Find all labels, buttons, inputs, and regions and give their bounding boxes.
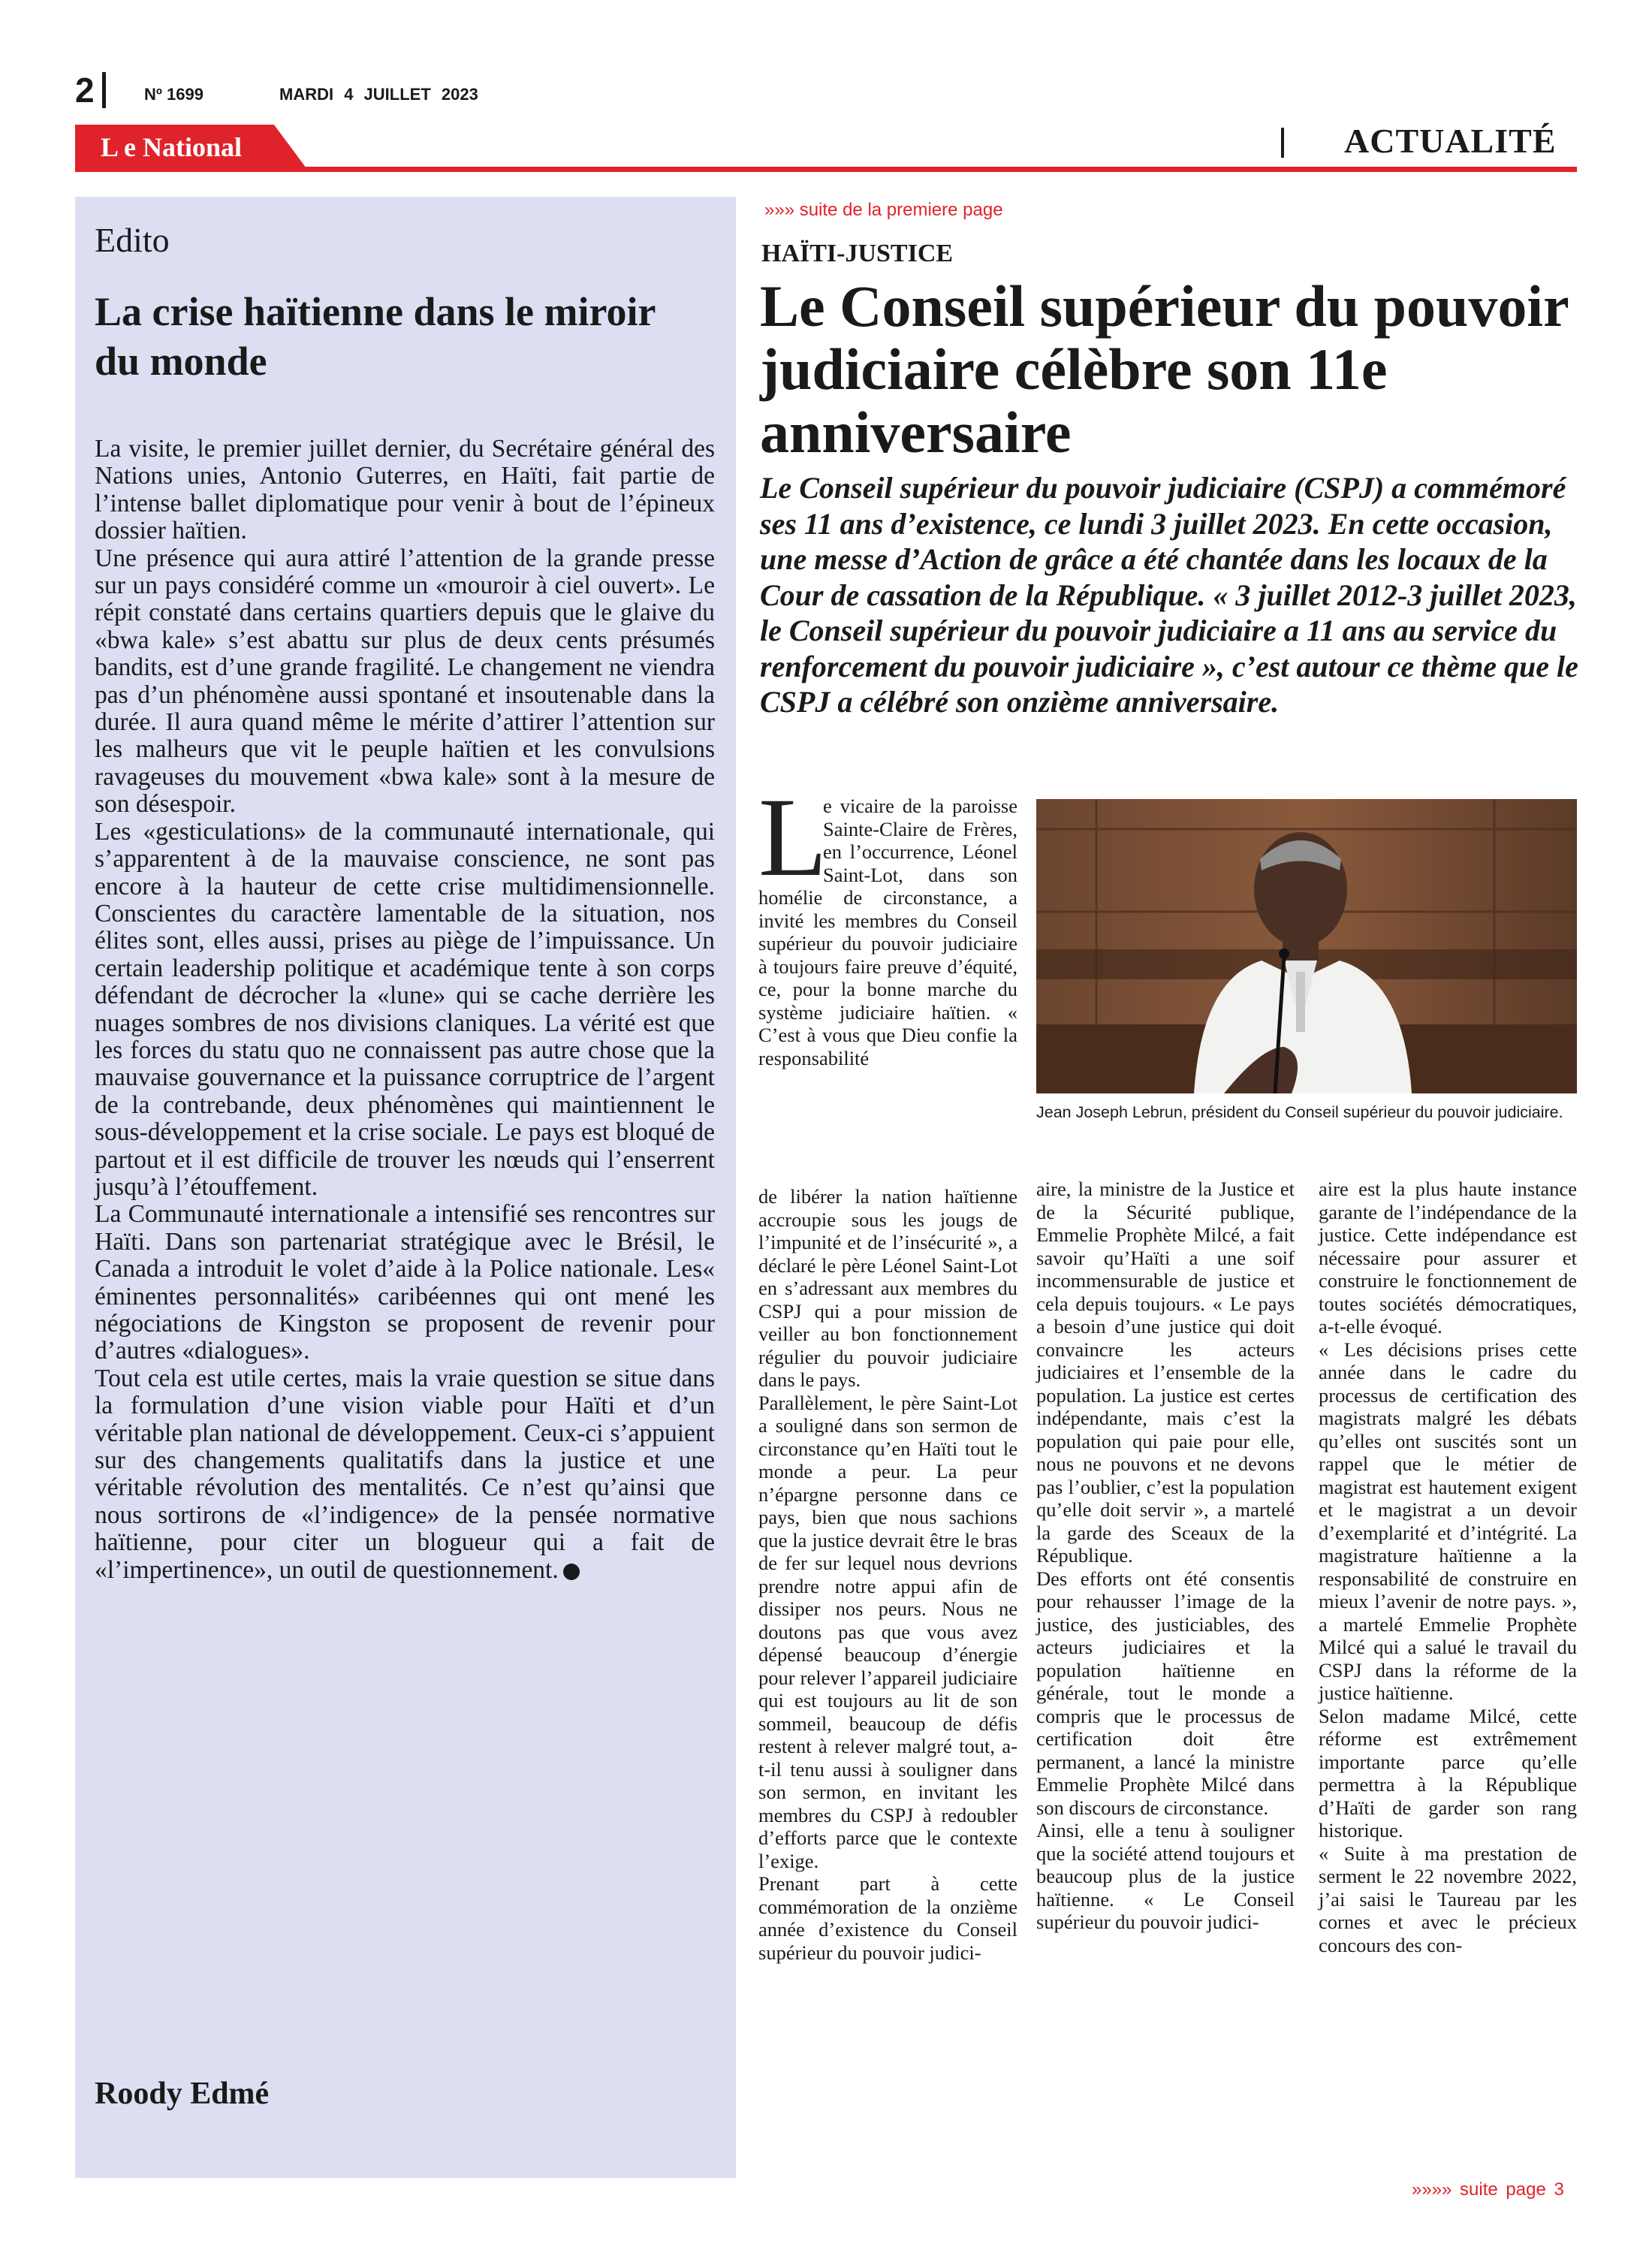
article-headline: Le Conseil supérieur du pouvoir judiciaire célèbre son 11e anniversaire	[760, 273, 1569, 465]
edito-paragraph: Les «gesticulations» de la communauté internationale, qui s’apparentent à de la mauvaise conscience, ne sont pas encore à la hauteur de cette crise multidimensionnelle. Conscientes du caractère lamentable de la situation, nos élites sont, elles aussi, prises au piège de l’impuissance. Un certain leadership politique et académique tente à son corps défendant de décrocher la «lune» qui se cache derrière les nuages sombres de nos divisions claniques. La vérité est que les forces du statu quo ne connaissent pas autre chose que la mauvaise gouvernance et la puissance corruptrice de l’argent de la contrebande, deux phénomènes qui maintiennent le sous-développement et la crise sociale. Le pays est bloqué de partout et il est difficile de trouver les nœuds qui l’enserrent jusqu’à l’étouffement.	[95, 817, 715, 1201]
edito-paragraph: Tout cela est utile certes, mais la vraie question se situe dans la formulation d’une vision viable pour Haïti et d’un véritable plan national de développement. Ceux-ci s’appuient sur des changements qualitatifs dans la justice et une véritable révolution des mentalités. Ce n’est qu’ainsi que nous sortirons de «l’indigence» de la pensée normative haïtienne, pour citer un blogueur qui a fait de «l’impertinence», un outil de questionnement.	[95, 1364, 715, 1584]
article-column-3	[1319, 1178, 1577, 1956]
article-photo	[1036, 799, 1577, 1093]
article-paragraph: Ainsi, elle a tenu à souligner que la société attend toujours et beaucoup plus de la justice haïtienne. « Le Conseil supérieur du pouvoir judici-	[1036, 1819, 1295, 1933]
article-column-2	[1036, 1178, 1295, 1934]
section-divider	[1281, 128, 1284, 158]
edito-paragraph: Une présence qui aura attiré l’attention de la grande presse sur un pays considéré comme un «mouroir à ciel ouvert». Le répit constaté dans certains quartiers depuis que le glaive du «bwa kale» s’est abattu sur plus de deux cents présumés bandits, est d’une grande fragilité. Le changement ne viendra pas d’un phénomène aussi spontané et insoutenable dans la durée. Il aura quand même le mérite d’attirer l’attention sur les malheurs que vit le peuple haïtien et les convulsions ravageuses du mouvement «bwa kale» sont à la mesure de son désespoir.	[95, 544, 715, 819]
edito-paragraph: La visite, le premier juillet dernier, du Secrétaire général des Nations unies, Antonio Guterres, en Haïti, fait partie de l’intense ballet diplomatique pour venir à bout de l’épineux dossier haïtien.	[95, 435, 715, 545]
edito-title: La crise haïtienne dans le miroir du monde	[95, 289, 656, 384]
article-paragraph: « Les décisions prises cette année dans le cadre du processus de certification des magistrats malgré les débats qu’elles ont suscités sont un rappel que le métier de magistrat est hautement exigent et le magistrat a un devoir d’exemplarité et d’intégrité. La magistrature haïtienne a la responsabilité de construire en mieux l’avenir de notre pays. », a martelé Emmelie Prophète Milcé qui a salué le travail du CSPJ dans la réforme de la justice haïtienne.	[1319, 1338, 1577, 1704]
article-paragraph: Prenant part à cette commémoration de la onzième année d’existence du Conseil supérieur du pouvoir judici-	[758, 1872, 1017, 1964]
page-number-divider	[102, 72, 106, 108]
article-kicker: HAÏTI-JUSTICE	[761, 240, 954, 267]
edito-author: Roody Edmé	[95, 2077, 270, 2111]
speaker-photo-illustration	[1036, 799, 1577, 1093]
continued-from-link: »»» suite de la premiere page	[764, 200, 1003, 220]
article-paragraph: Parallèlement, le père Saint-Lot a souligné dans son sermon de circonstance qu’en Haïti tout le monde a peur. La peur n’épargne personne dans ce pays, bien que nous sachions que la justice devrait être le bras de fer sur lequel nous devrions prendre notre appui afin de dissiper nos peurs. Nous ne doutons pas que vous avez dépensé beaucoup d’énergie pour relever l’appareil judiciaire qui est toujours au lit de son sommeil, beaucoup de défis restent à relever malgré tout, a-t-il tenu aussi à souligner dans son sermon, en invitant les membres du CSPJ à redoubler d’efforts parce que le contexte l’exige.	[758, 1391, 1017, 1872]
article-lead: Le Conseil supérieur du pouvoir judiciaire (CSPJ) a commémoré ses 11 ans d’existence, ce lundi 3 juillet 2023. En cette occasion, une messe d’Action de grâce a été chantée dans les locaux de la Cour de cassation de la République. « 3 juillet 2012-3 juillet 2023, le Conseil supérieur du pouvoir judiciaire a 11 ans au service du renforcement du pouvoir judiciaire », c’est autour ce thème que le CSPJ a célébré son onzième anniversaire.	[760, 471, 1578, 719]
issue-number: Nº 1699	[144, 85, 203, 104]
article-column-1-bottom	[758, 1185, 1017, 1964]
drop-cap: L	[758, 775, 828, 900]
article-paragraph: Des efforts ont été consentis pour rehausser l’image de la justice, des justiciables, des acteurs judiciaires et la population haïtienne en générale, tout le monde a compris que le processus de certification doit être permanent, a lancé la ministre Emmelie Prophète Milcé dans son discours de circonstance.	[1036, 1567, 1295, 1819]
article-paragraph: Selon madame Milcé, cette réforme est extrêmement importante parce qu’elle permettra à la République d’Haïti de garder son rang historique.	[1319, 1704, 1577, 1841]
edito-label: Edito	[95, 221, 170, 259]
article-column-1-top	[758, 795, 1017, 1185]
photo-caption: Jean Joseph Lebrun, président du Conseil supérieur du pouvoir judiciaire.	[1036, 1103, 1563, 1121]
article-paragraph: « Suite à ma prestation de serment le 22 novembre 2022, j’ai saisi le Taureau par les cornes et avec le précieux concours des con-	[1319, 1841, 1577, 1956]
edito-paragraph: La Communauté internationale a intensifié ses rencontres sur Haïti. Dans son partenariat stratégique avec le Brésil, le Canada a introduit le volet d’aide à la Police nationale. Les« éminentes personnalités» caribéennes qui ont mené les négociations de Kingston se proposent de revenir pour d’autres «dialogues».	[95, 1200, 715, 1365]
issue-date: MARDI 4 JUILLET 2023	[279, 85, 478, 104]
article-paragraph: aire, la ministre de la Justice et de la Sécurité publique, Emmelie Prophète Milcé, a fait savoir qu’Haïti a une soif incommensurable de justice et cela depuis toujours. « Le pays a besoin d’une justice qui doit convaincre les acteurs judiciaires et l’ensemble de la population. La justice est certes indépendante, mais c’est la population qui paie pour elle, nous ne pouvons et ne devons pas l’oublier, c’est la population qu’elle doit servir », a martelé la garde des Sceaux de la République.	[1036, 1178, 1295, 1567]
edito-body	[95, 436, 715, 1584]
edito-paragraph-last	[95, 1365, 715, 1584]
brand-name: L e National	[101, 132, 243, 162]
drop-cap-space	[758, 795, 823, 879]
article-paragraph: e vicaire de la paroisse Sainte-Claire de Frères, en l’occurrence, Léonel Saint-Lot, dans son homélie de circonstance, a invité les membres du Conseil supérieur du pouvoir judiciaire à toujours faire preuve d’équité, ce, pour la bonne marche du système judiciaire haïtien. « C’est à vous que Dieu confie la responsabilité	[758, 795, 1017, 1069]
header-rule	[75, 167, 1577, 172]
article-paragraph: aire est la plus haute instance garante de l’indépendance de la justice. Cette indépendance est nécessaire pour assurer et construire le fonctionnement de toutes sociétés démocratiques, a-t-elle évoqué.	[1319, 1178, 1577, 1338]
page-number: 2	[75, 71, 95, 110]
continued-to-link: »»»» suite page 3	[1412, 2179, 1564, 2200]
section-title: ACTUALITÉ	[1344, 122, 1557, 160]
article-paragraph: de libérer la nation haïtienne accroupie sous les jougs de l’impunité et de l’insécurité », a déclaré le père Léonel Saint-Lot en s’adressant aux membres du CSPJ qui a pour mission de veiller au bon fonctionnement régulier du pouvoir judiciaire dans le pays.	[758, 1185, 1017, 1391]
end-mark-icon	[563, 1564, 580, 1580]
